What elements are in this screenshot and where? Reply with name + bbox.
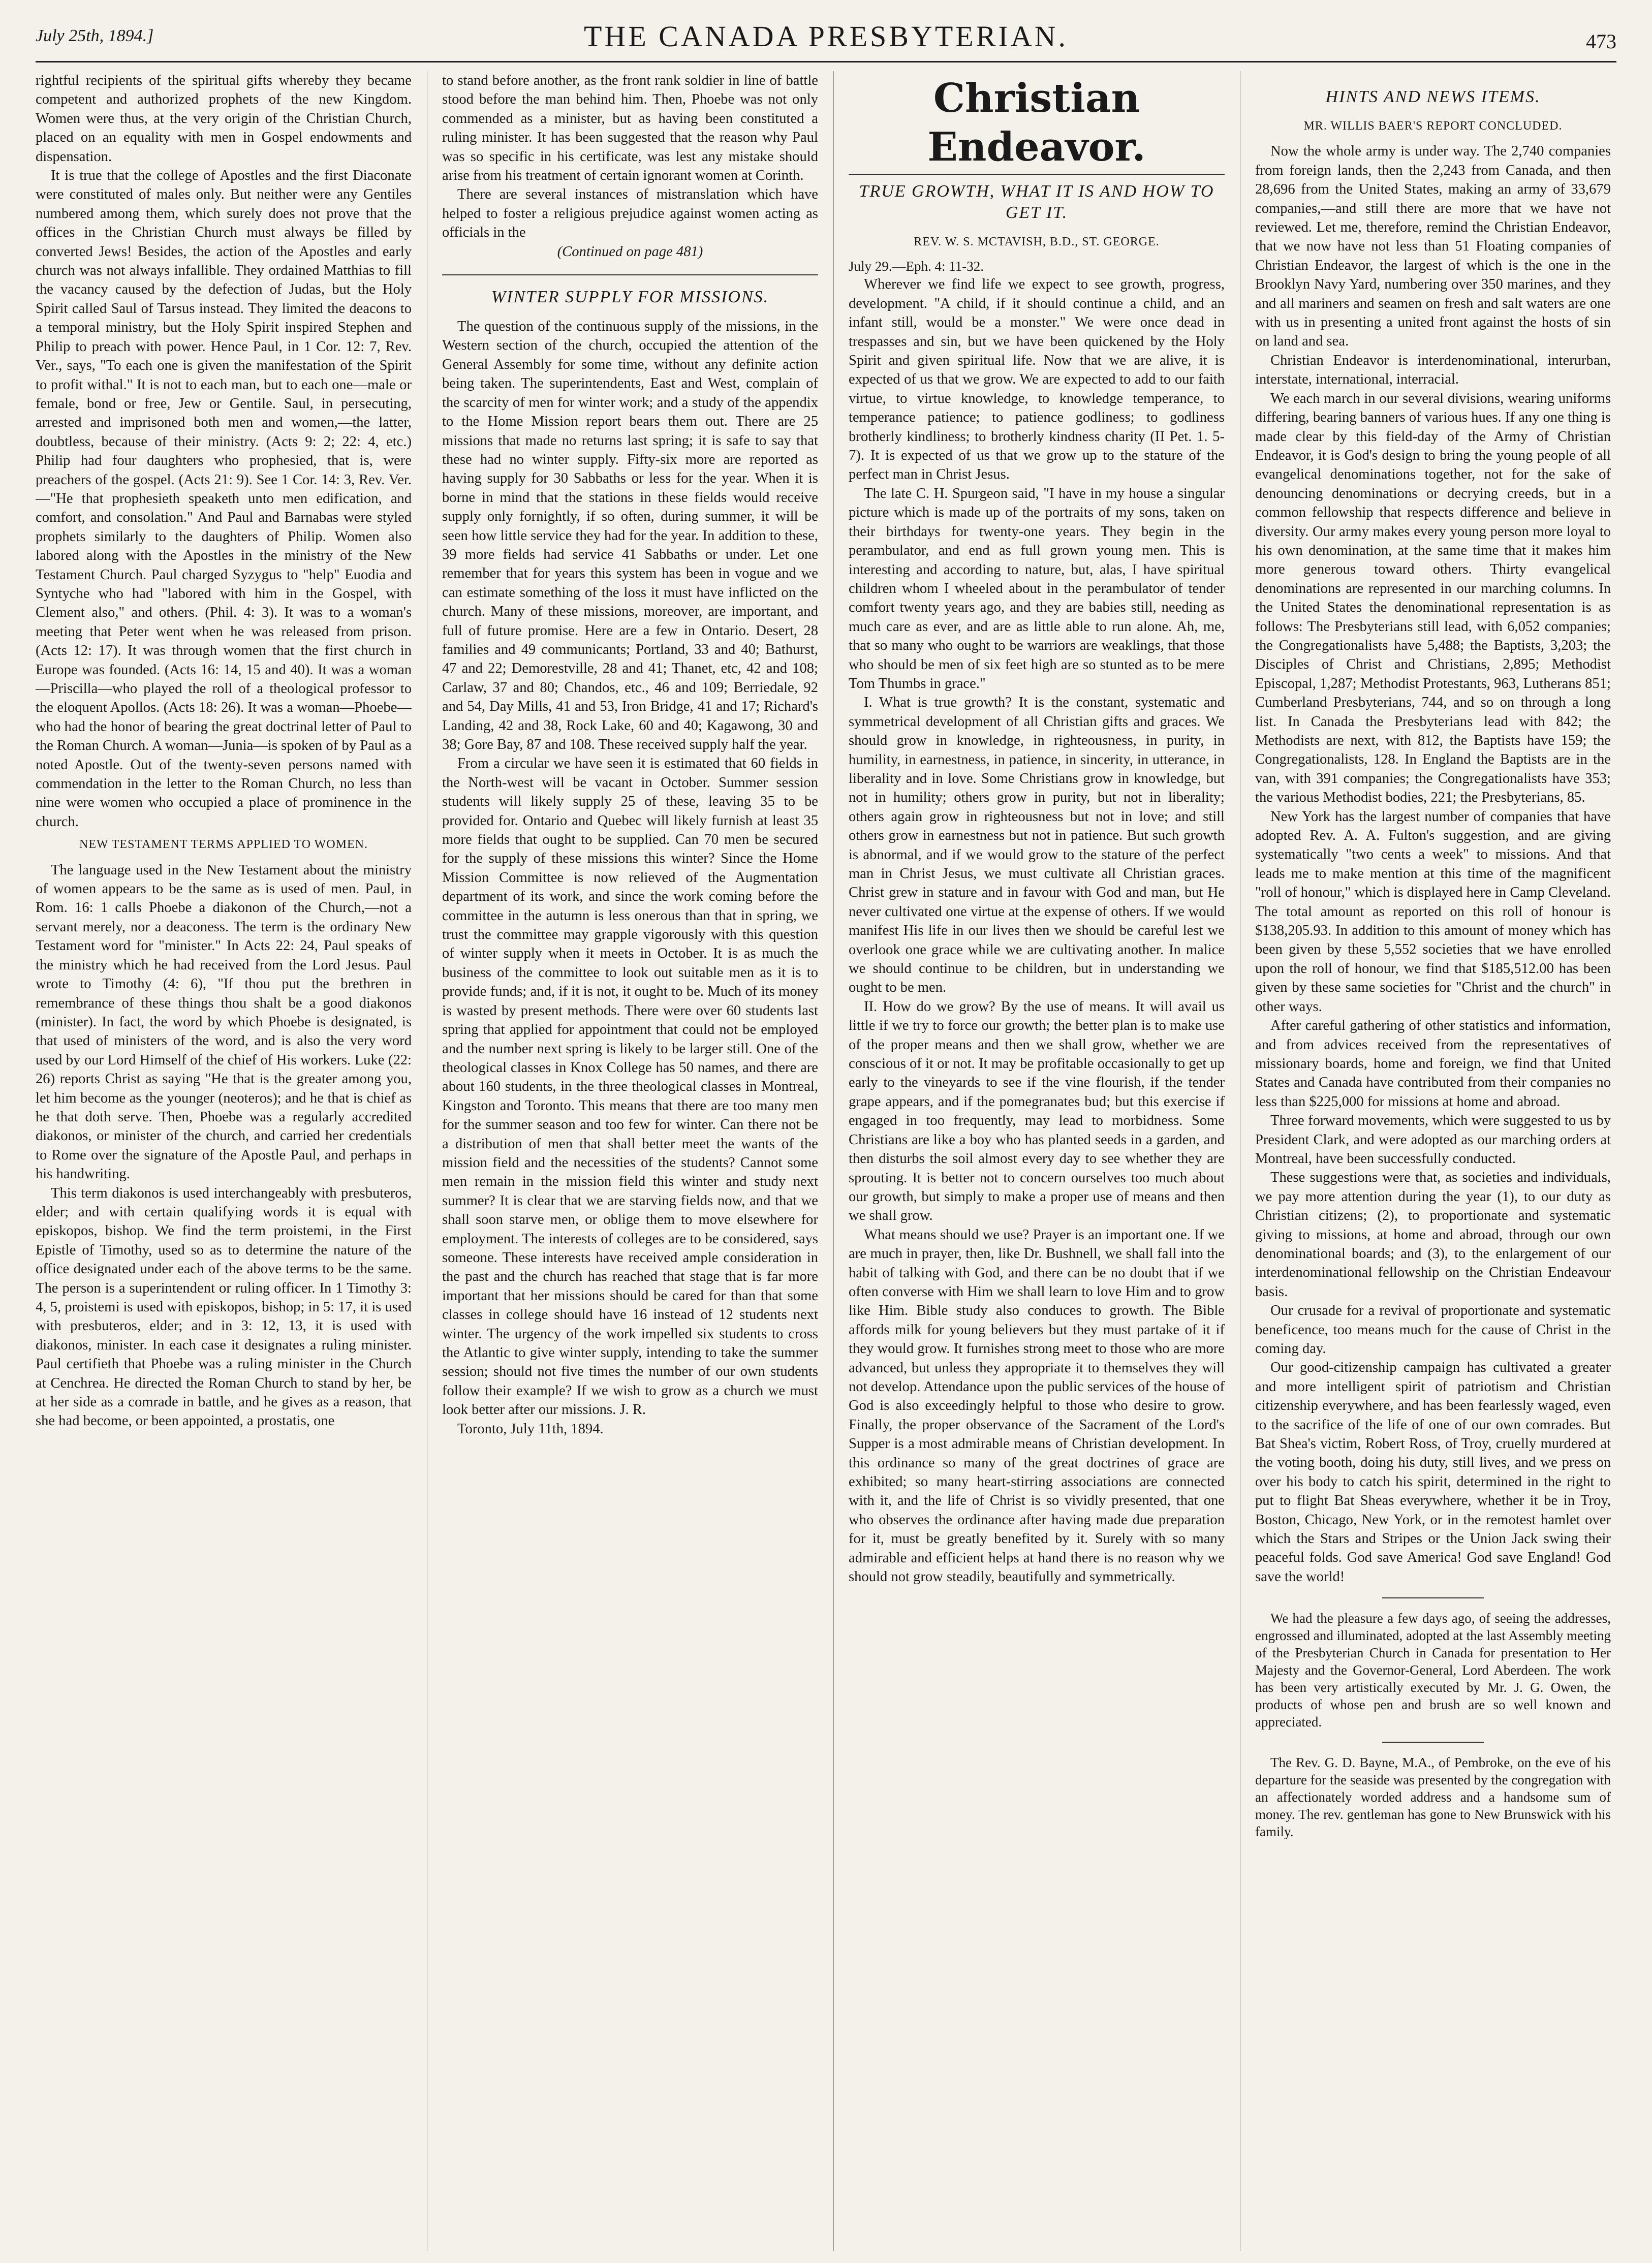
paragraph: It is true that the college of Apostles and the first Diaconate were constituted of males only. But neither were any Gentiles numbered among them, which surely does not prove that the offices in the Christian Church must always be filled by converted Jews! Besides, the action of the Apostles and early church was not always infallible. They ordained Matthias to fill the vacancy caused by the defection of Judas, but the Holy Spirit called Saul of Tarsus instead. They limited the deacons to a temporal ministry, but the Holy Spirit inspired Stephen and Philip to preach with power. Hence Paul, in 1 Cor. 12: 7, Rev. Ver., says, "To each one is given the manifestation of the Spirit to profit withal." It is not to each man, but to each one—male or female, bond or free, Jew or Gentile. Saul, in persecuting, arrested and imprisoned both men and women,—the latter, doubtless, because of their ministry. (Acts 9: 2; 22: 4, etc.) Philip had four daughters who prophesied, that is, were preachers of the gospel. (Acts 21: 9). See 1 Cor. 14: 3, Rev. Ver.—"He that prophesieth speaketh unto men edification, and comfort, and consolation." And Paul and Barnabas were styled prophets similarly to the daughters of Philip. Women also labored along with the Apostles in the ministry of the New Testament Church. Paul charged Syzygus to "help" Euodia and Syntyche who had "labored with him in the Gospel, with Clement also," and others. (Phil. 4: 3). It was to a woman's meeting that Peter went when he was released from prison. (Acts 12: 17). It was through women that the first church in Europe was founded. (Acts 16: 14, 15 and 40). It was a woman—Priscilla—who played the roll of a theological professor to the eloquent Apollos. (Acts 18: 26). It was a woman—Phoebe—who had the honor of bearing the great doctrinal letter of Paul to the Roman Church. A woman—Junia—is spoken of by Paul as a noted Apostle. Out of the twenty-seven persons named with commendation in the letter to the Roman Church, no less than nine were women who occupied a place of prominence in the church. [36,168,412,830]
paragraph: What means should we use? Prayer is an important one. If we are much in prayer, then, like Dr. Bushnell, we shall fall into the habit of talking with God, and there can be no doubt that if we often converse with Him we shall learn to love Him and to grow like Him. Bible study also conduces to growth. The Bible affords milk for young believers but they must partake of it if they would grow. It furnishes strong meet to those who are more advanced, but unless they appropriate it to themselves they will not develop. Attendance upon the public services of the house of God is also exceedingly helpful to those who desire to grow. Finally, the proper observance of the Sacrament of the Lord's Supper is a most admirable means of Christian development. In this ordinance so many of the great doctrines of grace are exhibited; so many heart-stirring associations are connected with it, and the life of Christ is so vividly presented, that one who observes the ordinance after having made due preparation for it, must be greatly benefited by it. Surely with so many admirable and efficient helps at hand there is no reason why we should not grow steadily, beautifully and symmetrically. [849,1227,1225,1585]
article-heading-true-growth: TRUE GROWTH, WHAT IT IS AND HOW TO GET IT. [859,182,1214,222]
paragraph: I. What is true growth? It is the constant, systematic and symmetrical development of all Christian gifts and graces. We should grow in knowledge, in righteousness, in purity, in humility, in earnestness, in patience, in sincerity, in utterance, in liberality and in love. Some Christians grow in knowledge, but not in humility; others grow in purity, but not in liberality; others again grow in righteousness but not in love; and still others grow in earnestness but not in patience. But such growth is abnormal, and if we would grow to the stature of the perfect man in Christ Jesus, we must cultivate all Christian graces. Christ grew in stature and in favour with God and man, but He never cultivated one virtue at the expense of others. If we would manifest His life in our lives then we should be careful lest we overlook one grace while we are cultivating another. In malice we should continue to be children, but in understanding we ought to be men. [849,695,1225,996]
paragraph: Our good-citizenship campaign has cultivated a greater and more intelligent spirit of patriotism and Christian citizenship everywhere, and has been fearlessly waged, even to the sacrifice of the life of one of our own comrades. But Bat Shea's victim, Robert Ross, of Troy, cruelly murdered at the voting booth, doing his duty, still lives, and we press on over his body to catch his spirit, determined in the right to put to flight Bat Sheas everywhere, whether it be in Troy, Boston, Chicago, New York, or in the remotest hamlet over which the Stars and Stripes or the Union Jack swing their peaceful folds. God save America! God save England! God save the world! [1255,1360,1611,1585]
paragraph: From a circular we have seen it is estimated that 60 fields in the North-west will be vacant in October. Summer session students will likely supply 25 of these, leaving 35 to be provided for. Ontario and Quebec will likely furnish at least 35 more fields that ought to be supplied. Can 70 men be secured for the supply of these missions this winter? Since the Home Mission Committee is now relieved of the Augmentation department of its work, and since the work coming before the committee in the autumn is less onerous than that in spring, we trust the committee may grapple vigorously with this question of winter supply when it meets in October. It is as much the business of the committee to look out suitable men as it is to provide funds; and, if it is not, it ought to be. Much of its money is wasted by present methods. There were over 60 students last spring that applied for appointment that could not be employed and the number next spring is likely to be larger still. One of the theological classes in Knox College has 50 names, and there are about 160 students, in the three theological classes in Montreal, Kingston and Toronto. This means that there are too many men for the summer season and too few for winter. Can there not be a distribution of men that shall better meet the wants of the mission field and the necessities of the students? Cannot some men remain in the mission field this winter and study next summer? It is clear that we are starving fields now, and that we shall soon starve men, or oblige them to move elsewhere for employment. The interests of colleges are to be considered, says someone. These interests have received ample consideration in the past and the church has reached that stage that is far more important that her missions should be cared for than that some classes in college should have 16 instead of 12 students next winter. The urgency of the work impelled six students to cross the Atlantic to give winter supply, intending to take the summer session; should not five times the number of our own students follow their example? If we wish to grow as a church we must look better after our missions. J. R. [442,756,818,1418]
news-item: We had the pleasure a few days ago, of seeing the addresses, engrossed and illuminated, adopted at the last Assembly meeting of the Presbyterian Church in Canada for presentation to Her Majesty and the Governor-General, Lord Aberdeen. The work has been very artistically executed by Mr. J. G. Owen, the products of whose pen and brush are so well known and appreciated. [1255,1611,1611,1730]
paragraph: Now the whole army is under way. The 2,740 companies from foreign lands, then the 2,243 from Canada, and then 28,696 from the United States, making an army of 33,679 companies,—and still there are more that we have not reviewed. Let me, therefore, remind the Christian Endeavor, that we now have not less than 51 Floating companies of Christian Endeavor, the largest of which is the one in the Brooklyn Navy Yard, numbering over 350 marines, and they and all mariners and seamen on fresh and salt waters are one with us in presenting a united front against the hosts of sin on land and sea. [1255,143,1611,350]
subheading-report: MR. WILLIS BAER'S REPORT CONCLUDED. [1303,119,1563,133]
paragraph: II. How do we grow? By the use of means. It will avail us little if we try to force our growth; the better plan is to make use of the proper means and then we shall grow, whether we are conscious of it or not. It may be profitable occasionally to get up early to the vineyards to see if the vine flourish, if the tender grape appears, and if the pomegranates bud; but this exercise if engaged in too frequently, may lead to morbidness. Some Christians are like a boy who has planted seeds in a garden, and then disturbs the soil almost every day to see whether they are sprouting. It is better not to concern ourselves too much about our growth, but simply to make a proper use of means and then we shall grow. [849,998,1225,1224]
paragraph: Christian Endeavor is interdenominational, interurban, interstate, international, interracial. [1255,352,1611,388]
section-rule [442,274,818,275]
paragraph: Three forward movements, which were suggested to us by President Clark, and were adopted as our marching orders at Montreal, have been successfully conducted. [1255,1113,1611,1167]
paragraph: After careful gathering of other statistics and information, and from advices received from the representatives of missionary boards, home and foreign, we find that United States and Canada have contributed from their companies no less than $225,000 for missions at home and abroad. [1255,1018,1611,1110]
dateline: Toronto, July 11th, 1894. [457,1421,604,1437]
column-2 [442,71,818,2251]
byline: REV. W. S. MCTAVISH, B.D., ST. GEORGE. [914,235,1160,248]
paragraph: Wherever we find life we expect to see growth, progress, development. "A child, if it should continue a child, and an infant still, would be a monster." We were once dead in trespasses and sin, but we have been quickened by the Holy Spirit and given spiritual life. Now that we are alive, it is expected of us that we grow. We are expected to add to our faith virtue, to virtue knowledge, to knowledge temperance, to temperance patience; to patience godliness; to godliness brotherly kindliness; to brotherly kindness charity (II Pet. 1. 5-7). It is expected of us that we grow up to the stature of the perfect man in Christ Jesus. [849,276,1225,483]
section-heading-winter-supply: WINTER SUPPLY FOR MISSIONS. [491,288,769,307]
paragraph: Our crusade for a revival of proportionate and systematic beneficence, too means much for the cause of Christ in the coming day. [1255,1303,1611,1357]
paragraph: rightful recipients of the spiritual gifts whereby they became competent and authorized prophets of the new Kingdom. Women were thus, at the very origin of the Christian Church, placed on an equality with men in Gospel endowments and dispensation. [36,73,412,165]
continued-notice: (Continued on page 481) [557,243,703,260]
paragraph: The late C. H. Spurgeon said, "I have in my house a singular picture which is made up of the portraits of my sons, taken on their birthdays for twenty-one years. They begin in the perambulator, and end as full grown young men. This is interesting and according to nature, but, alas, I have spiritual children whom I wheeled about in the perambulator of tender comfort twenty years ago, and they are babies still, needing as much care as ever, and are as little able to run alone. Ah, me, that so many who ought to be warriors are weaklings, that those who should be men of six feet high are so stunted as to be mere Tom Thumbs in grace." [849,485,1225,692]
page-header [36,10,1616,66]
issue-date: July 25th, 1894.] [36,26,154,45]
scripture-reference: July 29.—Eph. 4: 11-32. [849,259,984,274]
section-heading-terms: NEW TESTAMENT TERMS APPLIED TO WOMEN. [79,838,368,852]
paragraph: These suggestions were that, as societies and individuals, we pay more attention during the year (1), to our duty as Christian citizens; (2), to proportionate and systematic giving to missions, at home and abroad, through our own denominational boards; and (3), to the enlargement of our interdenominational fellowship on the Christian Endeavour basis. [1255,1170,1611,1300]
paragraph: The language used in the New Testament about the ministry of women appears to be the same as is used of men. Paul, in Rom. 16: 1 calls Phoebe a diakonon of the Church,—not a servant merely, nor a deaconess. The term is the ordinary New Testament word for "minister." In Acts 22: 24, Paul speaks of the ministry which he had received from the Lord Jesus. Paul wrote to Timothy (4: 6), "If thou put the brethren in remembrance of these things thou shalt be a good diakonos (minister). In fact, the word by which Phoebe is designated, is that used of ministers of the word, and is also the very word used by our Lord Himself of the chief of His workers. Luke (22: 26) reports Christ as saying "He that is the greater among you, let him become as the younger (neoteros); and he that is chief as he that doth serve. Then, Phoebe was a regularly accredited diakonos, or minister of the church, and carried her credentials to Rome over the signature of the Apostle Paul, and perhaps in his handwriting. [36,862,412,1182]
column-divider [833,71,834,2251]
paragraph: to stand before another, as the front rank soldier in line of battle stood before the man behind him. Then, Phoebe was not only commended as a minister, but as having been constituted a ruling minister. It has been suggested that the reason why Paul was so specific in his certificate, was lest any mistake should arise from his treatment of certain ignorant women at Corinth. [442,73,818,184]
masthead-title: THE CANADA PRESBYTERIAN. [584,20,1068,53]
column-3 [849,71,1225,2251]
section-heading-hints-news: HINTS AND NEWS ITEMS. [1325,87,1541,106]
item-divider [1382,1597,1484,1598]
column-1 [36,71,412,2251]
page-number: 473 [1586,30,1616,53]
column-4 [1255,71,1611,2251]
news-item: The Rev. G. D. Bayne, M.A., of Pembroke, on the eve of his departure for the seaside was presented by the congregation with an affectionately worded address and a handsome sum of money. The rev. gentleman has gone to New Brunswick with his family. [1255,1755,1611,1840]
paragraph: We each march in our several divisions, wearing uniforms differing, bearing banners of various hues. If any one thing is made clear by this field-day of the Army of Christian Endeavor, it is God's design to bring the young people of all evangelical denominations together, not for the sake of denouncing denominations or decrying creeds, but in a common fellowship that respects difference and believe in diversity. Our army makes every young person more loyal to his own denomination, at the same time that it makes him more generous toward others. Thirty evangelical denominations are represented in our marching columns. In the United States the denominational representation is as follows: The Presbyterians still lead, with 6,052 companies; the Congregationalists have 5,488; the Baptists, 3,203; the Disciples of Christ and Christians, 2,895; Methodist Episcopal, 1,287; Methodist Protestants, 963, Lutherans 851; Cumberland Presbyterians, 744, and so on through a long list. In Canada the Presbyterians lead with 842; the Methodists are next, with 812, the Baptists have 159; the Congregationalists, 128. In England the Baptists are in the van, with 391 companies; the Congregationalists have 353; the various Methodist bodies, 221; the Presbyterians, 85. [1255,390,1611,806]
paragraph: The question of the continuous supply of the missions, in the Western section of the church, occupied the attention of the General Assembly for some time, without any definite action being taken. The superintendents, East and West, complain of the scarcity of men for winter work; and a study of the appendix to the Home Mission report bears them out. There are 25 missions that made no returns last spring; it is safe to say that these had no winter supply. Fifty-six more are reported as having supply for 30 Sabbaths or less for the year. When it is borne in mind that the stations in these fields would receive supply only fornightly, if so often, during summer, it will be seen how little service they had for the year. In addition to these, 39 more fields had service 41 Sabbaths or under. Let one remember that for years this system has been in vogue and we can estimate something of the loss it must have inflicted on the church. Many of these missions, moreover, are important, and full of future promise. Here are a few in Ontario. Desert, 28 families and 49 communicants; Portland, 33 and 40; Bathurst, 47 and 22; Demorestville, 28 and 41; Thanet, etc, 42 and 108; Carlaw, 37 and 80; Chandos, etc., 46 and 109; Berriedale, 92 and 54, Day Mills, 41 and 53, Iron Bridge, 41 and 17; Richard's Landing, 42 and 38, Rock Lake, 60 and 40; Kagawong, 30 and 38; Gore Bay, 87 and 108. These received supply half the year. [442,319,818,752]
section-rule [849,174,1225,175]
section-title-christian-endeavor: Christian Endeavor. [927,75,1146,170]
paragraph: There are several instances of mistranslation which have helped to foster a religious prejudice against women acting as officials in the [442,186,818,241]
paragraph: This term diakonos is used interchangeably with presbuteros, elder; and with certain qualifying words it is equal with episkopos, bishop. We find the term proistemi, in the First Epistle of Timothy, used so as to determine the nature of the office designated under each of the above terms to be the same. The person is a superintendent or ruling officer. In 1 Timothy 3: 4, 5, proistemi is used with episkopos, bishop; in 5: 17, it is used with presbuteros, elder; and in 3: 12, 13, it is used with diakonos, minister. In each case it designates a ruling minister. Paul certifieth that Phoebe was a ruling minister in the Church at Cenchrea. He directed the Roman Church to stand by her, be at her side as a comrade in battle, and he gives as a reason, that she had become, or been appointed, a prostatis, one [36,1185,412,1429]
header-rule [36,61,1616,62]
item-divider [1382,1742,1484,1743]
paragraph: New York has the largest number of companies that have adopted Rev. A. A. Fulton's suggestion, and are giving systematically "two cents a week" to missions. And that leads me to make mention at this time of the magnificent "roll of honour," which is displayed here in Camp Cleveland. The total amount as reported on this roll of honour is $138,205.93. In addition to this amount of money which has been given by these 5,552 societies that we have enrolled upon the roll of honour, we find that $185,512.00 has been given by these same societies for "Christ and the church" in other ways. [1255,808,1611,1015]
